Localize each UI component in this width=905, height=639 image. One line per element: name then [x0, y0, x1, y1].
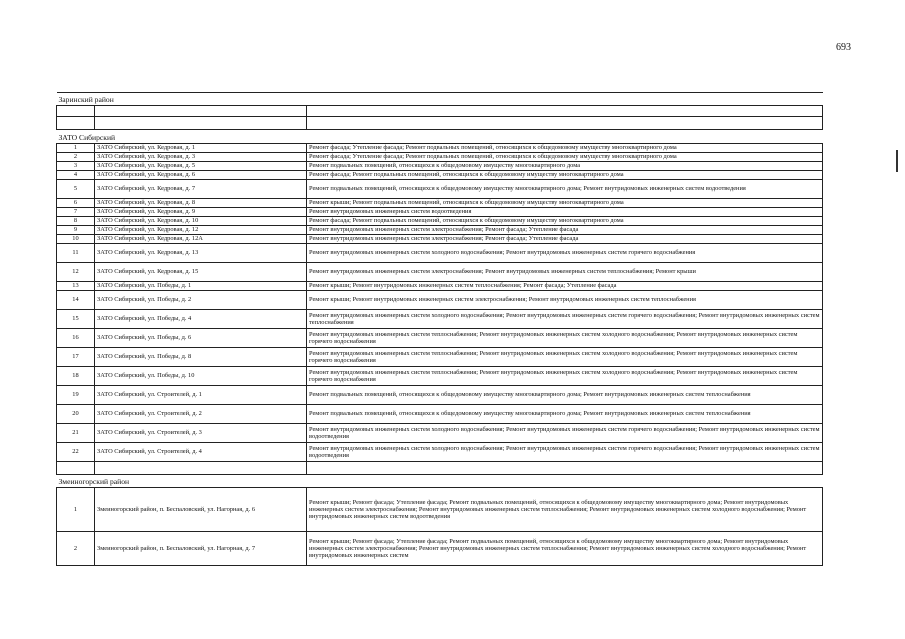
table-row [57, 144, 823, 153]
house-address: ЗАТО Сибирский, ул. Кедровая, д. 3 [95, 153, 307, 162]
repair-works: Ремонт фасада; Утепление фасада; Ремонт подвальных помещений, относящихся к общедомовому имуществу многоквартирного дома [307, 144, 823, 153]
repair-works: Ремонт фасада; Ремонт подвальных помещений, относящихся к общедомовому имуществу многоквартирного дома [307, 217, 823, 226]
row-number: 18 [57, 367, 95, 386]
row-number: 13 [57, 282, 95, 291]
row-number: 19 [57, 386, 95, 405]
empty-cell [57, 117, 95, 130]
house-address: ЗАТО Сибирский, ул. Кедровая, д. 13 [95, 244, 307, 263]
row-number: 5 [57, 180, 95, 199]
empty-cell [57, 462, 95, 475]
empty-cell [95, 117, 307, 130]
row-number: 3 [57, 162, 95, 171]
repair-works: Ремонт подвальных помещений, относящихся к общедомовому имуществу многоквартирного дома; Ремонт внутридомовых инженерных систем теплоснабжения [307, 386, 823, 405]
table-row [57, 329, 823, 348]
repair-works: Ремонт крыши; Ремонт фасада; Утепление фасада; Ремонт подвальных помещений, относящихся к общедомовому имуществу многоквартирного дома; Ремонт внутридомовых инженерных систем электроснабжения; Ремонт внутридомовых инженерных систем теплоснабжения; Ремонт внутридомовых инженерных систем холодного водоснабжения; Ремонт внутридомовых инженерных систем [307, 532, 823, 566]
table-row [57, 443, 823, 462]
row-number: 2 [57, 532, 95, 566]
table-row [57, 153, 823, 162]
empty-cell [307, 462, 823, 475]
table-row [57, 310, 823, 329]
house-address: ЗАТО Сибирский, ул. Кедровая, д. 9 [95, 208, 307, 217]
table-row [57, 348, 823, 367]
table-row [57, 208, 823, 217]
repair-works: Ремонт крыши; Ремонт фасада; Утепление фасада; Ремонт подвальных помещений, относящихся к общедомовому имуществу многоквартирного дома; Ремонт внутридомовых инженерных систем электроснабжения; Ремонт внутридомовых инженерных систем теплоснабжения; Ремонт внутридомовых инженерных систем холодного водоснабжения; Ремонт внутридомовых инженерных систем водоотведения [307, 488, 823, 532]
row-number: 2 [57, 153, 95, 162]
empty-cell [57, 106, 95, 117]
house-address: ЗАТО Сибирский, ул. Победы, д. 8 [95, 348, 307, 367]
repair-works: Ремонт внутридомовых инженерных систем теплоснабжения; Ремонт внутридомовых инженерных систем холодного водоснабжения; Ремонт внутридомовых инженерных систем горячего водоснабжения [307, 367, 823, 386]
repair-works: Ремонт внутридомовых инженерных систем теплоснабжения; Ремонт внутридомовых инженерных систем холодного водоснабжения; Ремонт внутридомовых инженерных систем горячего водоснабжения [307, 329, 823, 348]
table-row [57, 217, 823, 226]
house-address: ЗАТО Сибирский, ул. Кедровая, д. 10 [95, 217, 307, 226]
repair-works: Ремонт внутридомовых инженерных систем электроснабжения; Ремонт внутридомовых инженерных систем теплоснабжения; Ремонт крыши [307, 263, 823, 282]
municipality-heading: ЗАТО Сибирский [57, 130, 823, 144]
row-number: 7 [57, 208, 95, 217]
table-row [57, 180, 823, 199]
repair-works: Ремонт крыши; Ремонт подвальных помещений, относящихся к общедомовому имуществу многоквартирного дома [307, 199, 823, 208]
row-number: 17 [57, 348, 95, 367]
house-address: Змеиногорский район, п. Беспаловский, ул. Нагорная, д. 7 [95, 532, 307, 566]
house-address: ЗАТО Сибирский, ул. Кедровая, д. 5 [95, 162, 307, 171]
repair-program-table [56, 92, 823, 566]
repair-works: Ремонт фасада; Утепление фасада; Ремонт подвальных помещений, относящихся к общедомовому имуществу многоквартирного дома [307, 153, 823, 162]
row-number: 22 [57, 443, 95, 462]
table-row [57, 244, 823, 263]
row-number: 11 [57, 244, 95, 263]
row-number: 14 [57, 291, 95, 310]
house-address: ЗАТО Сибирский, ул. Кедровая, д. 12 [95, 226, 307, 235]
house-address: ЗАТО Сибирский, ул. Кедровая, д. 8 [95, 199, 307, 208]
table-row [57, 405, 823, 424]
blank-row [57, 462, 823, 475]
table-row [57, 235, 823, 244]
repair-works: Ремонт внутридомовых инженерных систем холодного водоснабжения; Ремонт внутридомовых инженерных систем горячего водоснабжения; Ремонт внутридомовых инженерных систем водоотведения [307, 424, 823, 443]
district-heading: Змеиногорский район [57, 475, 823, 488]
row-number: 15 [57, 310, 95, 329]
table-row [57, 199, 823, 208]
house-address: ЗАТО Сибирский, ул. Кедровая, д. 1 [95, 144, 307, 153]
municipality-heading-row [57, 130, 823, 144]
district-heading-row [57, 475, 823, 488]
table-row [57, 291, 823, 310]
page-number: 693 [836, 42, 851, 53]
repair-works: Ремонт фасада; Ремонт подвальных помещений, относящихся к общедомовому имуществу многоквартирного дома [307, 171, 823, 180]
table-row [57, 532, 823, 566]
table-row [57, 424, 823, 443]
house-address: ЗАТО Сибирский, ул. Победы, д. 2 [95, 291, 307, 310]
table-row [57, 171, 823, 180]
house-address: ЗАТО Сибирский, ул. Кедровая, д. 7 [95, 180, 307, 199]
empty-cell [307, 106, 823, 117]
table-row [57, 226, 823, 235]
row-number: 1 [57, 488, 95, 532]
repair-works: Ремонт подвальных помещений, относящихся к общедомовому имуществу многоквартирного дома; Ремонт внутридомовых инженерных систем водоотведения [307, 180, 823, 199]
repair-works: Ремонт внутридомовых инженерных систем холодного водоснабжения; Ремонт внутридомовых инженерных систем горячего водоснабжения [307, 244, 823, 263]
repair-works: Ремонт подвальных помещений, относящихся к общедомовому имуществу многоквартирного дома [307, 162, 823, 171]
repair-works: Ремонт внутридомовых инженерных систем холодного водоснабжения; Ремонт внутридомовых инженерных систем горячего водоснабжения; Ремонт внутридомовых инженерных систем водоотведения [307, 443, 823, 462]
district-heading-row [57, 93, 823, 106]
blank-row [57, 117, 823, 130]
house-address: ЗАТО Сибирский, ул. Строителей, д. 2 [95, 405, 307, 424]
repair-works: Ремонт внутридомовых инженерных систем холодного водоснабжения; Ремонт внутридомовых инженерных систем горячего водоснабжения; Ремонт внутридомовых инженерных систем теплоснабжения [307, 310, 823, 329]
table-row [57, 367, 823, 386]
table-row [57, 386, 823, 405]
repair-works: Ремонт внутридомовых инженерных систем водоотведения [307, 208, 823, 217]
row-number: 9 [57, 226, 95, 235]
repair-works: Ремонт внутридомовых инженерных систем электроснабжения; Ремонт фасада; Утепление фасада [307, 235, 823, 244]
house-address: ЗАТО Сибирский, ул. Кедровая, д. 12А [95, 235, 307, 244]
header-placeholder-row [57, 106, 823, 117]
row-number: 21 [57, 424, 95, 443]
district-heading: Заринский район [57, 93, 823, 106]
repair-works: Ремонт крыши; Ремонт внутридомовых инженерных систем теплоснабжения; Ремонт фасада; Утепление фасада [307, 282, 823, 291]
empty-cell [95, 106, 307, 117]
page-edge-mark [896, 150, 898, 172]
table-row [57, 282, 823, 291]
repair-works: Ремонт подвальных помещений, относящихся к общедомовому имуществу многоквартирного дома; Ремонт внутридомовых инженерных систем теплоснабжения [307, 405, 823, 424]
row-number: 1 [57, 144, 95, 153]
row-number: 6 [57, 199, 95, 208]
house-address: Змеиногорский район, п. Беспаловский, ул. Нагорная, д. 6 [95, 488, 307, 532]
empty-cell [95, 462, 307, 475]
house-address: ЗАТО Сибирский, ул. Победы, д. 4 [95, 310, 307, 329]
house-address: ЗАТО Сибирский, ул. Победы, д. 1 [95, 282, 307, 291]
row-number: 12 [57, 263, 95, 282]
table-row [57, 162, 823, 171]
house-address: ЗАТО Сибирский, ул. Строителей, д. 1 [95, 386, 307, 405]
house-address: ЗАТО Сибирский, ул. Победы, д. 10 [95, 367, 307, 386]
empty-cell [307, 117, 823, 130]
row-number: 10 [57, 235, 95, 244]
house-address: ЗАТО Сибирский, ул. Строителей, д. 3 [95, 424, 307, 443]
table-body [57, 93, 823, 566]
house-address: ЗАТО Сибирский, ул. Победы, д. 6 [95, 329, 307, 348]
row-number: 4 [57, 171, 95, 180]
row-number: 16 [57, 329, 95, 348]
row-number: 20 [57, 405, 95, 424]
row-number: 8 [57, 217, 95, 226]
house-address: ЗАТО Сибирский, ул. Кедровая, д. 6 [95, 171, 307, 180]
house-address: ЗАТО Сибирский, ул. Кедровая, д. 15 [95, 263, 307, 282]
repair-works: Ремонт внутридомовых инженерных систем электроснабжения; Ремонт фасада; Утепление фасада [307, 226, 823, 235]
repair-works: Ремонт внутридомовых инженерных систем теплоснабжения; Ремонт внутридомовых инженерных систем холодного водоснабжения; Ремонт внутридомовых инженерных систем горячего водоснабжения [307, 348, 823, 367]
house-address: ЗАТО Сибирский, ул. Строителей, д. 4 [95, 443, 307, 462]
repair-works: Ремонт крыши; Ремонт внутридомовых инженерных систем электроснабжения; Ремонт внутридомовых инженерных систем теплоснабжения [307, 291, 823, 310]
table-row [57, 488, 823, 532]
table-row [57, 263, 823, 282]
